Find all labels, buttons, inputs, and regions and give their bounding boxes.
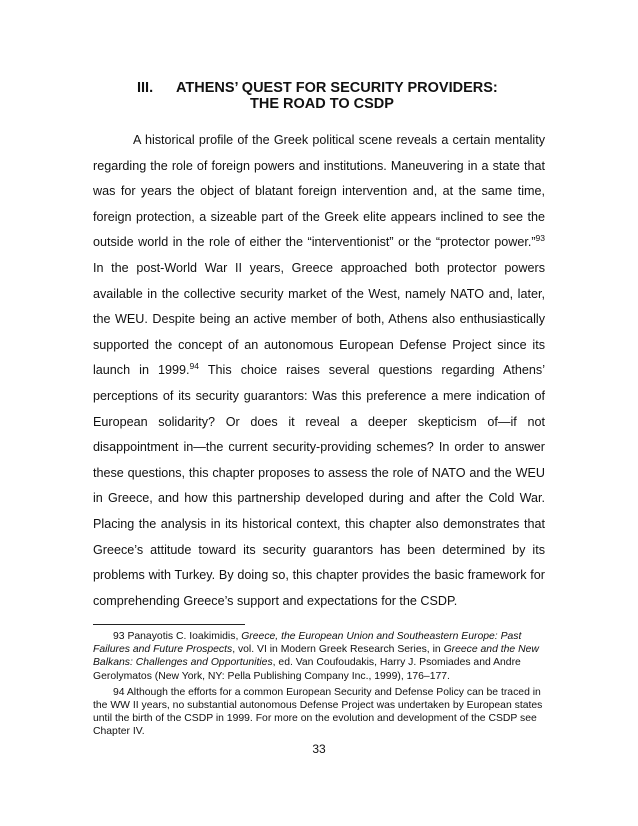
footnote-number: 93: [113, 631, 125, 642]
footnote-italic-title: Greece and the New Balkans: Challenges and Opportunities: [93, 644, 539, 669]
footnote-text: , vol. VI in Modern Greek Research Series, in: [232, 644, 444, 656]
paragraph-text: [93, 128, 545, 614]
footnotes: [93, 630, 545, 742]
heading-line-1: [0, 80, 638, 96]
paragraph-sentence-3: This choice raises several questions regarding Athens’ perceptions of its security guarantors: Was this preference a mere indication of European solidarity? Or does it reveal a deeper skepticism of—if not disappointment in—the current security-providing schemes? In order to answer these questions, this chapter proposes to assess the role of NATO and the WEU in Greece, and how this partnership developed during and after the Cold War. Placing the analysis in its historical context, this chapter also demonstrates that Greece’s attitude toward its security guarantors has been determined by its problems with Turkey. By doing so, this chapter provides the basic framework for comprehending Greece’s support and expectations for the CSDP.: [93, 363, 545, 608]
footnote-italic-title: Greece, the European Union and Southeastern Europe: Past Failures and Future Prospects: [93, 631, 522, 656]
chapter-heading: [0, 80, 638, 112]
footnote-number: 94: [113, 686, 125, 698]
footnote-text: , ed. Van Coufoudakis, Harry J. Psomiades and Andre Gerolymatos (New York, NY: Pella Publishing Company Inc., 1999), 176–177.: [93, 657, 521, 682]
chapter-number: III.: [137, 80, 154, 96]
footnote-94: [93, 686, 545, 739]
footnote-text: Although the efforts for a common European Security and Defense Policy can be traced in the WW II years, no substantial autonomous Defense Project was undertaken by European states until the birth of the CSDP in 1999. For more on the evolution and development of the CSDP see Chapter IV.: [93, 686, 543, 738]
page-number: 33: [312, 742, 326, 756]
body-paragraph: [93, 128, 545, 614]
paragraph-sentence-1: A historical profile of the Greek political scene reveals a certain mentality regarding the role of foreign powers and institutions. Maneuvering in a state that was for years the object of blatant foreign intervention and, at the same time, foreign protection, a sizeable part of the Greek elite appears inclined to see the outside world in the role of either the “interventionist” or the “protector power.”: [93, 133, 545, 250]
heading-title-line-1: ATHENS’ QUEST FOR SECURITY PROVIDERS:: [176, 80, 498, 96]
footnote-text: Panayotis C. Ioakimidis,: [124, 631, 242, 642]
footnote-ref-93: 93: [535, 233, 545, 244]
paragraph-sentence-2: In the post-World War II years, Greece approached both protector powers available in the collective security market of the West, namely NATO and, later, the WEU. Despite being an active member of both, Athens also enthusiastically supported the concept of an autonomous European Defense Project since its launch in 1999.: [93, 260, 545, 378]
footnote-divider: [93, 624, 245, 625]
heading-title-line-2: THE ROAD TO CSDP: [250, 96, 394, 112]
footnote-93: [93, 630, 545, 683]
footnote-ref-94: 94: [189, 361, 200, 372]
